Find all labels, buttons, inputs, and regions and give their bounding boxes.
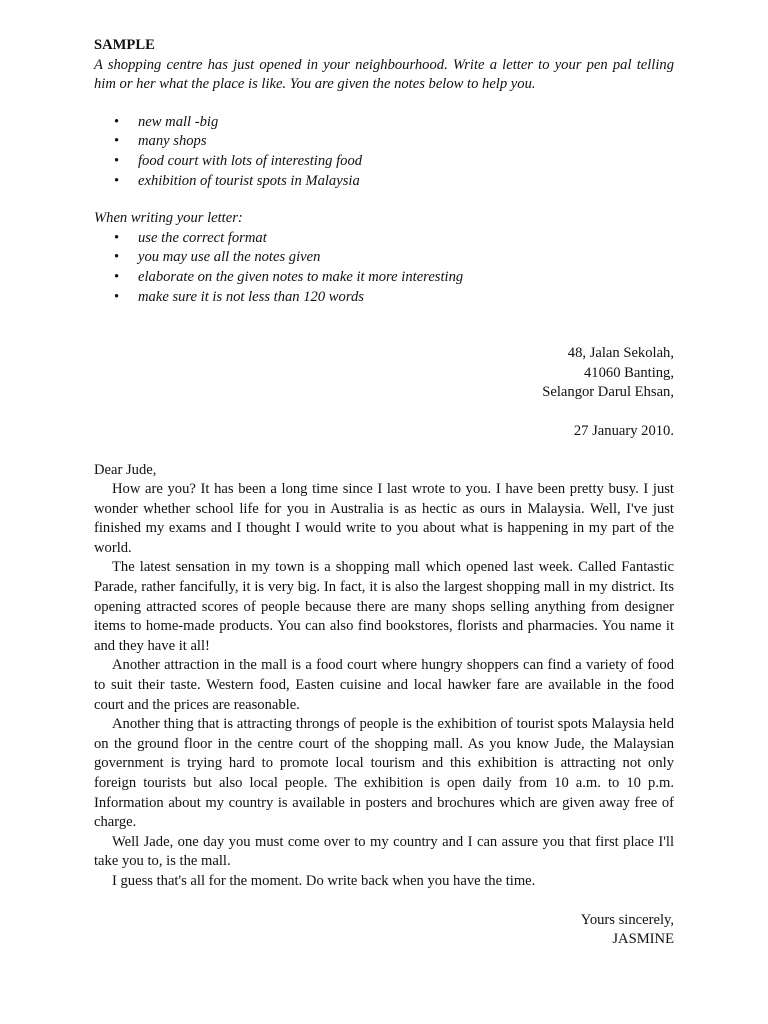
letter-paragraph: Another attraction in the mall is a food court where hungry shoppers can find a variety of food to suit their taste. Western food, Easten cuisine and local hawker fare are available in the food court and the prices are reasonable. [94,657,674,713]
letter-date: 27 January 2010. [573,422,674,439]
address-line: 41060 Banting, [584,364,674,381]
address-line: 48, Jalan Sekolah, [567,345,674,362]
tip-item: • you may use all the notes given [138,248,674,268]
letter-paragraph: Another thing that is attracting throngs of people is the exhibition of tourist spots Malaysia held on the ground floor in the centre court of the shopping mall. As you know Jude, the Malaysian government is trying hard to promote local tourism and this exhibition is attracting not only foreign tourists but also local people. The exhibition is open daily from 10 a.m. to 10 p.m. Information about my country is available in posters and brochures which are given away free of charge. [94,716,674,831]
letter-paragraph: How are you? It has been a long time since I last wrote to you. I have been pretty busy. I just wonder whether school life for you in Australia is as hectic as ours in Malaysia. Well, I've just finished my exams and I thought I would write to you about what is happening in my part of the world. [94,481,674,556]
letter-paragraph: I guess that's all for the moment. Do write back when you have the time. [112,872,536,889]
note-item: • many shops [138,132,674,152]
document-heading: SAMPLE [94,37,155,53]
letter-signature: JASMINE [612,931,674,948]
tip-item: • use the correct format [138,229,674,249]
letter-closing: Yours sincerely, [580,911,674,928]
when-writing-title: When writing your letter: [94,210,243,227]
letter-paragraph: Well Jade, one day you must come over to my country and I can assure you that first place I'll take you to, is the mall. [94,833,674,870]
tip-item: • make sure it is not less than 120 words [138,288,674,308]
note-item: • new mall -big [138,113,674,133]
notes-list [94,113,674,191]
sender-address [94,344,674,403]
note-item: • exhibition of tourist spots in Malaysia [138,172,674,192]
letter-paragraph: The latest sensation in my town is a shopping mall which opened last week. Called Fantastic Parade, rather fancifully, it is very big. In fact, it is also the largest shopping mall in my district. Its opening attracted scores of people because there are many shops selling anything from designer items to home-made products. You can also find bookstores, florists and pharmacies. You name it and they have it all! [94,559,674,654]
tips-list [94,229,674,307]
address-line: Selangor Darul Ehsan, [542,384,674,401]
tip-item: • elaborate on the given notes to make it more interesting [138,268,674,288]
salutation: Dear Jude, [94,461,157,478]
note-item: • food court with lots of interesting food [138,152,674,172]
task-instructions: A shopping centre has just opened in your neighbourhood. Write a letter to your pen pal telling him or her what the place is like. You are given the notes below to help you. [94,56,674,93]
